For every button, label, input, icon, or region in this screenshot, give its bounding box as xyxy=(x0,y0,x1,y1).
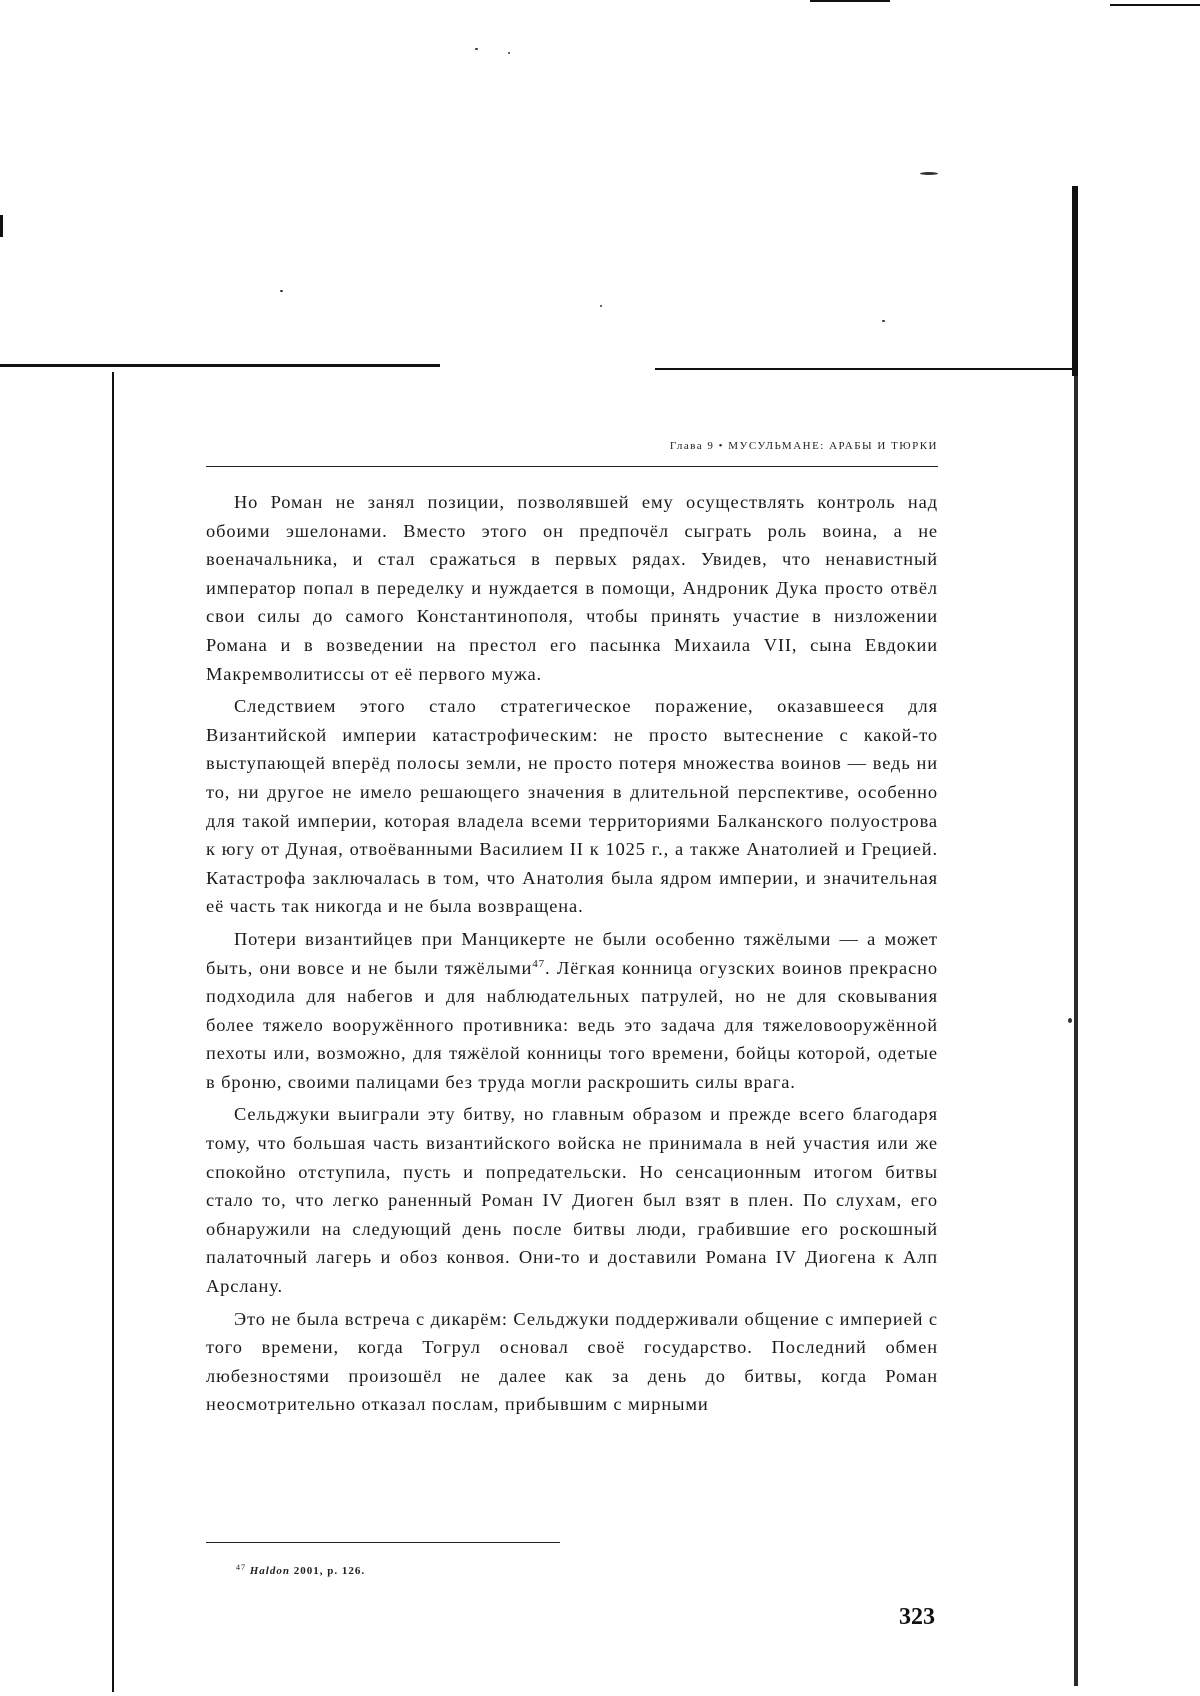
scan-edge-left-mark xyxy=(0,215,3,237)
paragraph-1: Но Роман не занял позиции, позволявшей ему осуществлять контроль над обоими эшелонами. Вместо этого он предпочёл сыграть роль воина, а не военачальника, и стал сражаться в первых рядах. Увидев, что ненавистный император попал в переделку и нуждается в помощи, Андроник Дука просто отвёл свои силы до самого Константинополя, чтобы принять участие в низложении Романа и в возведении на престол его пасынка Михаила VII, сына Евдокии Макремволитиссы от её первого мужа. xyxy=(206,492,938,684)
scan-edge-vertical-left xyxy=(112,372,114,1692)
scan-speck xyxy=(882,320,885,322)
scan-edge-line-right xyxy=(655,368,1075,370)
footnote-reference[interactable]: 47 xyxy=(532,957,546,970)
running-head: Глава 9 • МУСУЛЬМАНЕ: АРАБЫ И ТЮРКИ xyxy=(669,440,938,452)
scan-edge-top-right xyxy=(1110,4,1200,6)
scan-edge-vertical-right xyxy=(1072,186,1078,376)
page-number: 323 xyxy=(899,1604,935,1630)
scan-speck xyxy=(1068,1018,1072,1023)
paragraph-3 xyxy=(206,925,938,1097)
body-text xyxy=(206,488,938,1423)
footnote-author: Haldon xyxy=(249,1565,290,1577)
paragraph-3-text-before: Потери византийцев при Манцикерте не были особенно тяжёлыми — а может быть, они вовсе и не были тяжёлыми xyxy=(206,928,938,978)
scan-speck xyxy=(600,305,602,307)
paragraph-4: Сельджуки выиграли эту битву, но главным образом и прежде всего благодаря тому, что большая часть византийского войска не принимала в ней участия или же спокойно отступила, пусть и попредательски. Но сенсационным итогом битвы стало то, что легко раненный Роман IV Диоген был взят в плен. По слухам, его обнаружили на следующий день после битвы люди, грабившие его роскошный палаточный лагерь и обоз конвоя. Они-то и доставили Романа IV Диогена к Алп Арслану. xyxy=(206,1104,938,1297)
scan-edge-vertical-right-lower xyxy=(1074,376,1078,1686)
scan-speck xyxy=(475,48,478,50)
scan-edge-top-mid xyxy=(810,0,890,2)
footnote-citation: 2001, p. 126. xyxy=(293,1565,366,1577)
footnote xyxy=(236,1563,365,1577)
scan-speck xyxy=(508,52,510,54)
scan-speck xyxy=(920,172,938,175)
footnote-rule xyxy=(206,1542,560,1543)
paragraph-3-text-after: . Лёгкая конница огузских воинов прекрасно подходила для набегов и для наблюдательных патрулей, но не для сковывания более тяжело вооружённого противника: ведь это задача для тяжеловооружённой пехоты или, возможно, для тяжёлой конницы того времени, бойцы которой, одетые в броню, своими палицами без труда могли раскрошить силы врага. xyxy=(206,957,938,1092)
running-head-rule xyxy=(206,466,938,467)
scan-edge-line-left xyxy=(0,364,440,367)
scan-speck xyxy=(280,290,283,292)
paragraph-2: Следствием этого стало стратегическое поражение, оказавшееся для Византийской империи катастрофическим: не просто вытеснение с какой-то выступающей вперёд полосы земли, не просто потеря множества воинов — ведь ни то, ни другое не имело решающего значения в длительной перспективе, особенно для такой империи, которая владела всеми территориями Балканского полуострова к югу от Дуная, отвоёванными Василием II к 1025 г., а также Анатолией и Грецией. Катастрофа заключалась в том, что Анатолия была ядром империи, и значительная её часть так никогда и не была возвращена. xyxy=(206,696,938,917)
footnote-number: 47 xyxy=(236,1563,246,1572)
paragraph-5: Это не была встреча с дикарём: Сельджуки поддерживали общение с империей с того времени, когда Тогрул основал своё государство. Последний обмен любезностями произошёл не далее как за день до битвы, когда Роман неосмотрительно отказал послам, прибывшим с мирными xyxy=(206,1308,938,1415)
